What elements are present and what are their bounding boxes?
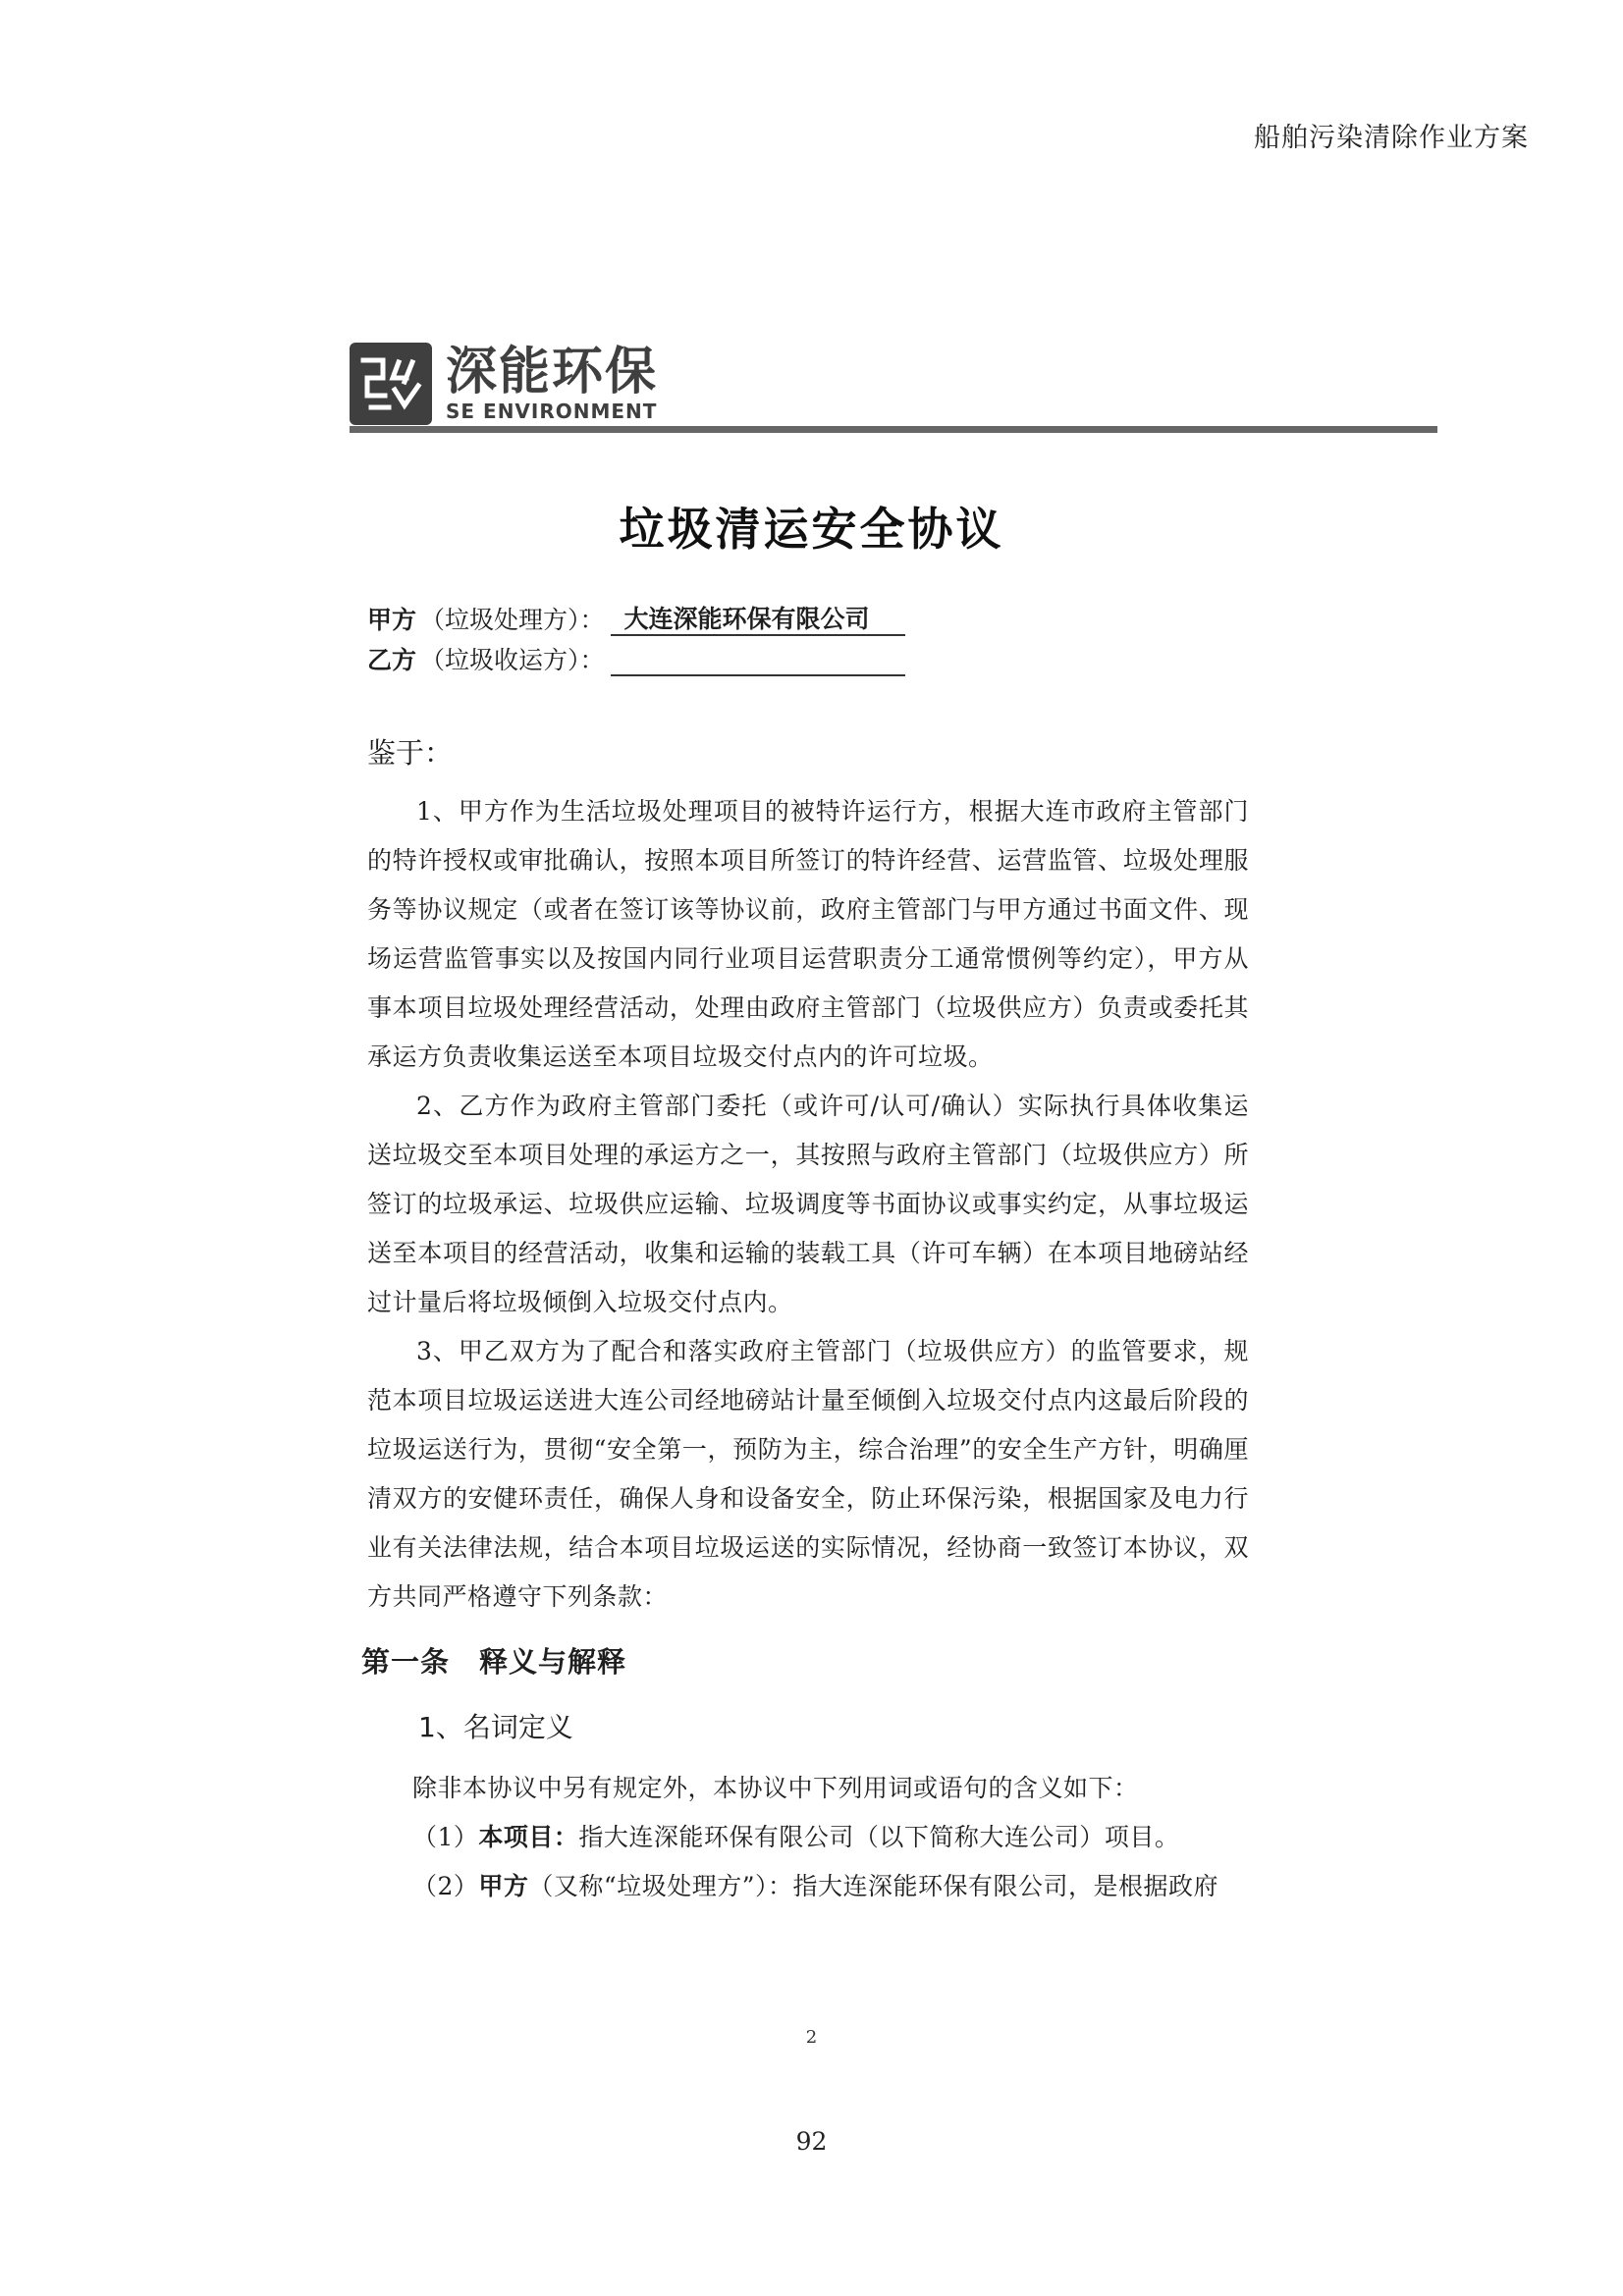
subsection-heading: 1、名词定义 bbox=[418, 1711, 573, 1743]
whereas-heading: 鉴于： bbox=[367, 736, 454, 770]
definition-term: 甲方 bbox=[478, 1872, 529, 1900]
running-header: 船舶污染清除作业方案 bbox=[1254, 123, 1529, 153]
party-a-note: （垃圾处理方）： bbox=[420, 606, 605, 634]
party-a-line bbox=[367, 601, 905, 636]
page-number: 92 bbox=[795, 2127, 828, 2156]
definitions-intro: 除非本协议中另有规定外，本协议中下列用词或语句的含义如下： bbox=[412, 1774, 1139, 1802]
company-logo bbox=[350, 337, 658, 431]
definition-item bbox=[412, 1867, 1218, 1902]
logo-mark-icon bbox=[350, 343, 432, 425]
article-heading bbox=[361, 1640, 626, 1681]
definition-item bbox=[412, 1818, 1179, 1853]
party-b-label: 乙方 bbox=[367, 646, 417, 674]
paragraph-3: 3、甲乙双方为了配合和落实政府主管部门（垃圾供应方）的监管要求，规范本项目垃圾运送进大连公司经地磅站计量至倾倒入垃圾交付点内这最后阶段的垃圾运送行为，贯彻“安全第一，预防为主，综合治理”的安全生产方针，明确厘清双方的安健环责任，确保人身和设备安全，防止环保污染，根据国家及电力行业有关法律法规，结合本项目垃圾运送的实际情况，经协商一致签订本协议，双方共同严格遵守下列条款： bbox=[367, 1337, 1249, 1611]
definition-number: （1） bbox=[412, 1823, 479, 1851]
paragraph-2: 2、乙方作为政府主管部门委托（或许可/认可/确认）实际执行具体收集运送垃圾交至本项目处理的承运方之一，其按照与政府主管部门（垃圾供应方）所签订的垃圾承运、垃圾供应运输、垃圾调度等书面协议或事实约定，从事垃圾运送至本项目的经营活动，收集和运输的装载工具（许可车辆）在本项目地磅站经过计量后将垃圾倾倒入垃圾交付点内。 bbox=[367, 1092, 1249, 1316]
header-divider bbox=[350, 426, 1437, 433]
party-b-note: （垃圾收运方）： bbox=[420, 646, 605, 674]
article-title: 释义与解释 bbox=[479, 1645, 627, 1679]
party-a-value: 大连深能环保有限公司 bbox=[611, 605, 905, 636]
party-b-value bbox=[611, 647, 905, 676]
paragraph-1: 1、甲方作为生活垃圾处理项目的被特许运行方，根据大连市政府主管部门的特许授权或审批确认，按照本项目所签订的特许经营、运营监管、垃圾处理服务等协议规定（或者在签订该等协议前，政府主管部门与甲方通过书面文件、现场运营监管事实以及按国内同行业项目运营职责分工通常惯例等约定），甲方从事本项目垃圾处理经营活动，处理由政府主管部门（垃圾供应方）负责或委托其承运方负责收集运送至本项目垃圾交付点内的许可垃圾。 bbox=[367, 797, 1249, 1071]
definition-number: （2） bbox=[412, 1872, 479, 1900]
logo-name-en: SE ENVIRONMENT bbox=[446, 400, 658, 423]
article-number: 第一条 bbox=[361, 1645, 451, 1679]
logo-name-cn: 深能环保 bbox=[446, 343, 659, 401]
definition-term: 本项目： bbox=[478, 1823, 579, 1851]
document-title: 垃圾清运安全协议 bbox=[619, 503, 1004, 556]
definition-text: （又称“垃圾处理方”）：指大连深能环保有限公司，是根据政府 bbox=[528, 1872, 1218, 1900]
definition-text: 指大连深能环保有限公司（以下简称大连公司）项目。 bbox=[578, 1823, 1180, 1851]
inner-page-number: 2 bbox=[805, 2027, 818, 2048]
party-b-line bbox=[367, 641, 905, 676]
party-a-label: 甲方 bbox=[367, 606, 417, 634]
